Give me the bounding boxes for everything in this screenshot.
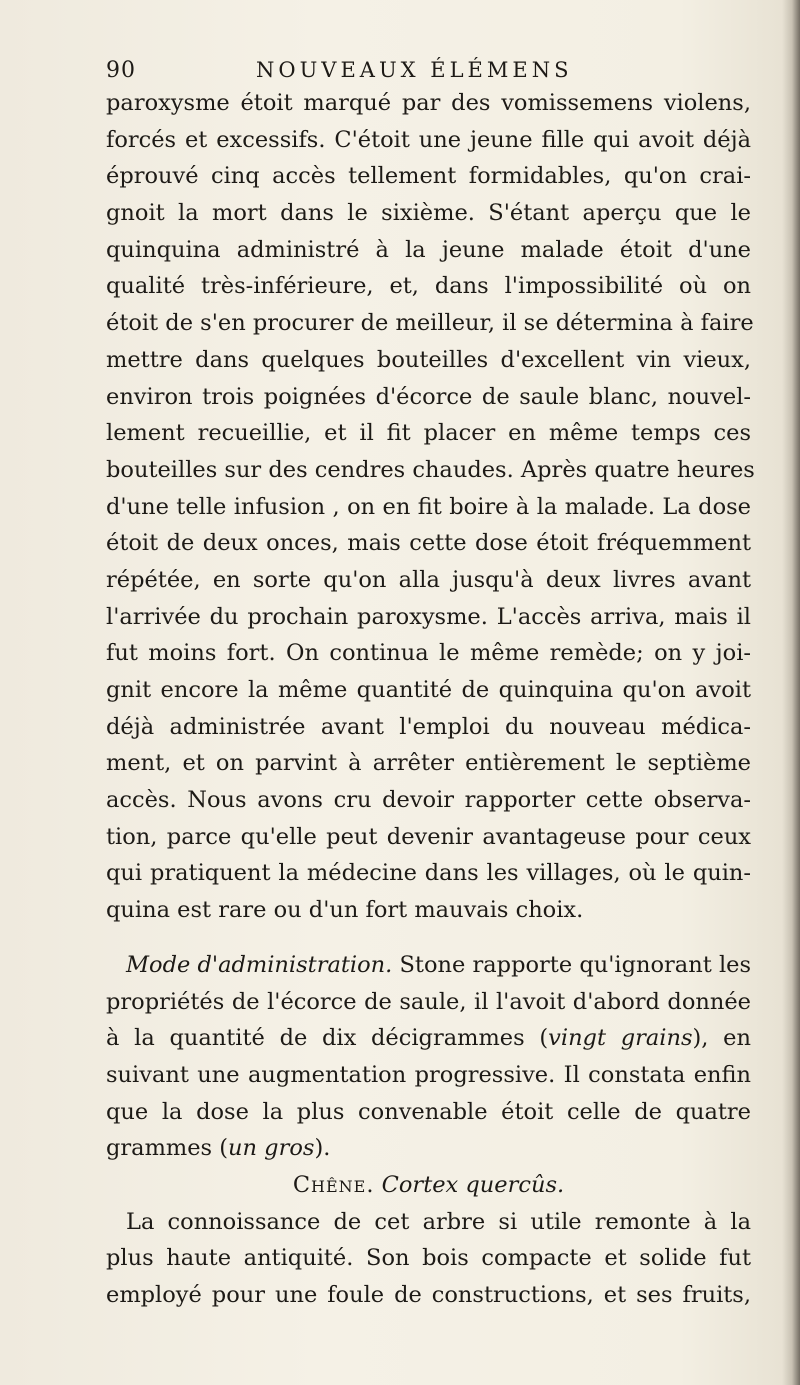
paragraph-mode-administration <box>106 947 751 1167</box>
text-line: qualité très-inférieure, et, dans l'impossibilité où on <box>106 273 751 300</box>
text-line: propriétés de l'écorce de saule, il l'avoit d'abord donnée <box>106 988 751 1015</box>
text-line: étoit de s'en procurer de meilleur, il se détermina à faire <box>106 310 754 337</box>
text-line: éprouvé cinq accès tellement formidables, qu'on crai- <box>106 163 751 190</box>
text-line: fut moins fort. On continua le même remède; on y joi- <box>106 640 751 667</box>
text-line <box>106 947 751 984</box>
text-line: que la dose la plus convenable étoit celle de quatre <box>106 1098 751 1125</box>
text-line: environ trois poignées d'écorce de saule blanc, nouvel- <box>106 383 751 410</box>
text-line <box>106 1020 751 1057</box>
paragraph-observation <box>106 85 755 929</box>
text-line: plus haute antiquité. Son bois compacte et solide fut <box>106 1245 751 1272</box>
text-line: suivant une augmentation progressive. Il constata enfin <box>106 1061 751 1088</box>
running-title: NOUVEAUX ÉLÉMENS <box>256 58 573 82</box>
text-line: d'une telle infusion , on en fit boire à la malade. La dose <box>106 493 751 520</box>
paragraph-gap <box>106 929 751 947</box>
text-span: Stone rapporte qu'ignorant les <box>392 951 752 978</box>
text-line: qui pratiquent la médecine dans les villages, où le quin- <box>106 860 751 887</box>
text-line: tion, parce qu'elle peut devenir avantageuse pour ceux <box>106 823 751 850</box>
section-heading-chene <box>106 1167 751 1204</box>
text-line: déjà administrée avant l'emploi du nouveau médica- <box>106 713 751 740</box>
italic-span: vingt grains <box>548 1025 693 1052</box>
text-line: gnit encore la même quantité de quinquina qu'on avoit <box>106 677 751 703</box>
text-line: employé pour une foule de constructions, et ses fruits, <box>106 1282 751 1308</box>
text-span: ), en <box>692 1025 751 1052</box>
text-line: mettre dans quelques bouteilles d'excellent vin vieux, <box>106 346 751 373</box>
text-line: répétée, en sorte qu'on alla jusqu'à deux livres avant <box>106 566 751 593</box>
text-span: ). <box>314 1135 331 1162</box>
text-line: forcés et excessifs. C'étoit une jeune fille qui avoit déjà <box>106 126 751 153</box>
page-edge-shadow <box>782 0 800 1385</box>
text-span: à la quantité de dix décigrammes ( <box>106 1025 549 1052</box>
text-line: La connoissance de cet arbre si utile remonte à la <box>126 1208 751 1235</box>
italic-lead: Mode d'administration. <box>126 951 393 978</box>
text-span: grammes ( <box>106 1135 229 1162</box>
text-line: lement recueillie, et il fit placer en même temps ces <box>106 420 751 447</box>
text-line: paroxysme étoit marqué par des vomissemens violens, <box>106 90 751 116</box>
text-line: l'arrivée du prochain paroxysme. L'accès arriva, mais il <box>106 603 751 630</box>
text-block <box>106 85 755 1314</box>
text-line: accès. Nous avons cru devoir rapporter cette observa- <box>106 787 751 814</box>
text-line: quina est rare ou d'un fort mauvais choix. <box>106 897 584 924</box>
text-line: ment, et on parvint à arrêter entièrement le septième <box>106 750 751 777</box>
text-line <box>106 1130 751 1167</box>
text-line: bouteilles sur des cendres chaudes. Après quatre heures <box>106 456 755 483</box>
paragraph-chene <box>106 1204 751 1314</box>
text-line: gnoit la mort dans le sixième. S'étant aperçu que le <box>106 200 751 227</box>
text-line: quinquina administré à la jeune malade étoit d'une <box>106 236 751 263</box>
section-heading-name: Chêne. <box>292 1171 375 1198</box>
page-number: 90 <box>106 58 136 83</box>
text-line: étoit de deux onces, mais cette dose étoit fréquemment <box>106 530 751 557</box>
italic-span: un gros <box>228 1135 315 1162</box>
section-heading-latin: Cortex quercûs. <box>381 1171 565 1198</box>
